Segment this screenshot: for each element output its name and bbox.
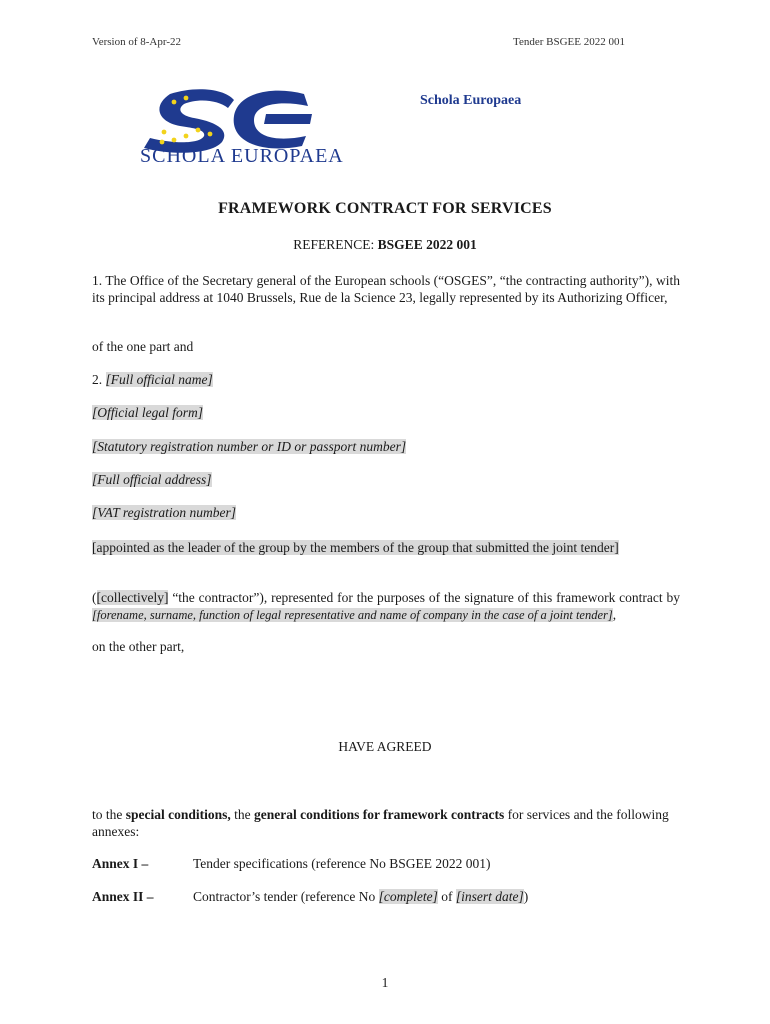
leader-placeholder[interactable]: [appointed as the leader of the group by the members of the group that submitted the joint tender] bbox=[92, 540, 619, 555]
full-name-placeholder[interactable]: [Full official name] bbox=[105, 372, 213, 387]
collectively-placeholder[interactable]: [collectively] bbox=[96, 590, 169, 605]
header-version: Version of 8-Apr-22 bbox=[92, 36, 181, 48]
address-line bbox=[92, 472, 212, 488]
party-two-name: 2. [Full official name] bbox=[92, 372, 213, 387]
page-title: FRAMEWORK CONTRACT FOR SERVICES bbox=[218, 200, 552, 217]
leader-line bbox=[92, 539, 652, 556]
registration-line bbox=[92, 439, 406, 455]
reference-label: REFERENCE: bbox=[293, 237, 375, 252]
complete-placeholder[interactable]: [complete] bbox=[378, 889, 438, 904]
special-conditions: special conditions, bbox=[125, 807, 231, 822]
other-part-text: on the other part, bbox=[92, 639, 185, 654]
annex-one-label: Annex I – bbox=[92, 856, 149, 871]
legal-form-line bbox=[92, 405, 203, 421]
reference bbox=[0, 237, 770, 253]
annex-one-text: Tender specifications (reference No BSGEE 2022 001) bbox=[193, 856, 491, 871]
vat-line bbox=[92, 505, 236, 521]
schola-europaea-logo bbox=[134, 86, 370, 168]
annex-two-text: Contractor’s tender (reference No [complete] of [insert date]) bbox=[193, 889, 529, 904]
logo-graphic bbox=[134, 86, 370, 168]
vat-placeholder[interactable]: [VAT registration number] bbox=[92, 505, 237, 520]
annex-two-label: Annex II – bbox=[92, 889, 154, 904]
general-conditions: general conditions for framework contracts bbox=[254, 807, 505, 822]
party-one-paragraph: 1. The Office of the Secretary general of the European schools (“OSGES”, “the contracting authority”), with its principal address at 1040 Brussels, Rue de la Science 23, legally represented by its Authorizing Officer, bbox=[92, 273, 680, 305]
conditions-paragraph: to the special conditions, the general conditions for framework contracts for services and the following annexes: bbox=[92, 807, 669, 839]
page-number: 1 bbox=[381, 975, 389, 990]
reference-value: BSGEE 2022 001 bbox=[377, 237, 477, 252]
legal-form-placeholder[interactable]: [Official legal form] bbox=[92, 405, 203, 420]
address-placeholder[interactable]: [Full official address] bbox=[92, 472, 212, 487]
header-tender: Tender BSGEE 2022 001 bbox=[513, 36, 625, 48]
svg-text:SCHOLA EUROPAEA: SCHOLA EUROPAEA bbox=[140, 145, 344, 167]
contractor-paragraph: ([collectively] “the contractor”), represented for the purposes of the signature of this framework contract by [forename, surname, function of legal representative and name of company in the case of a joint tender], bbox=[92, 590, 680, 622]
have-agreed-heading: HAVE AGREED bbox=[338, 739, 432, 754]
representative-placeholder[interactable]: [forename, surname, function of legal representative and name of company in the case of a joint tender] bbox=[92, 608, 613, 622]
insert-date-placeholder[interactable]: [insert date] bbox=[455, 889, 524, 904]
registration-placeholder[interactable]: [Statutory registration number or ID or passport number] bbox=[92, 439, 407, 454]
brand-name: Schola Europaea bbox=[420, 93, 522, 108]
one-part-text: of the one part and bbox=[92, 339, 194, 354]
